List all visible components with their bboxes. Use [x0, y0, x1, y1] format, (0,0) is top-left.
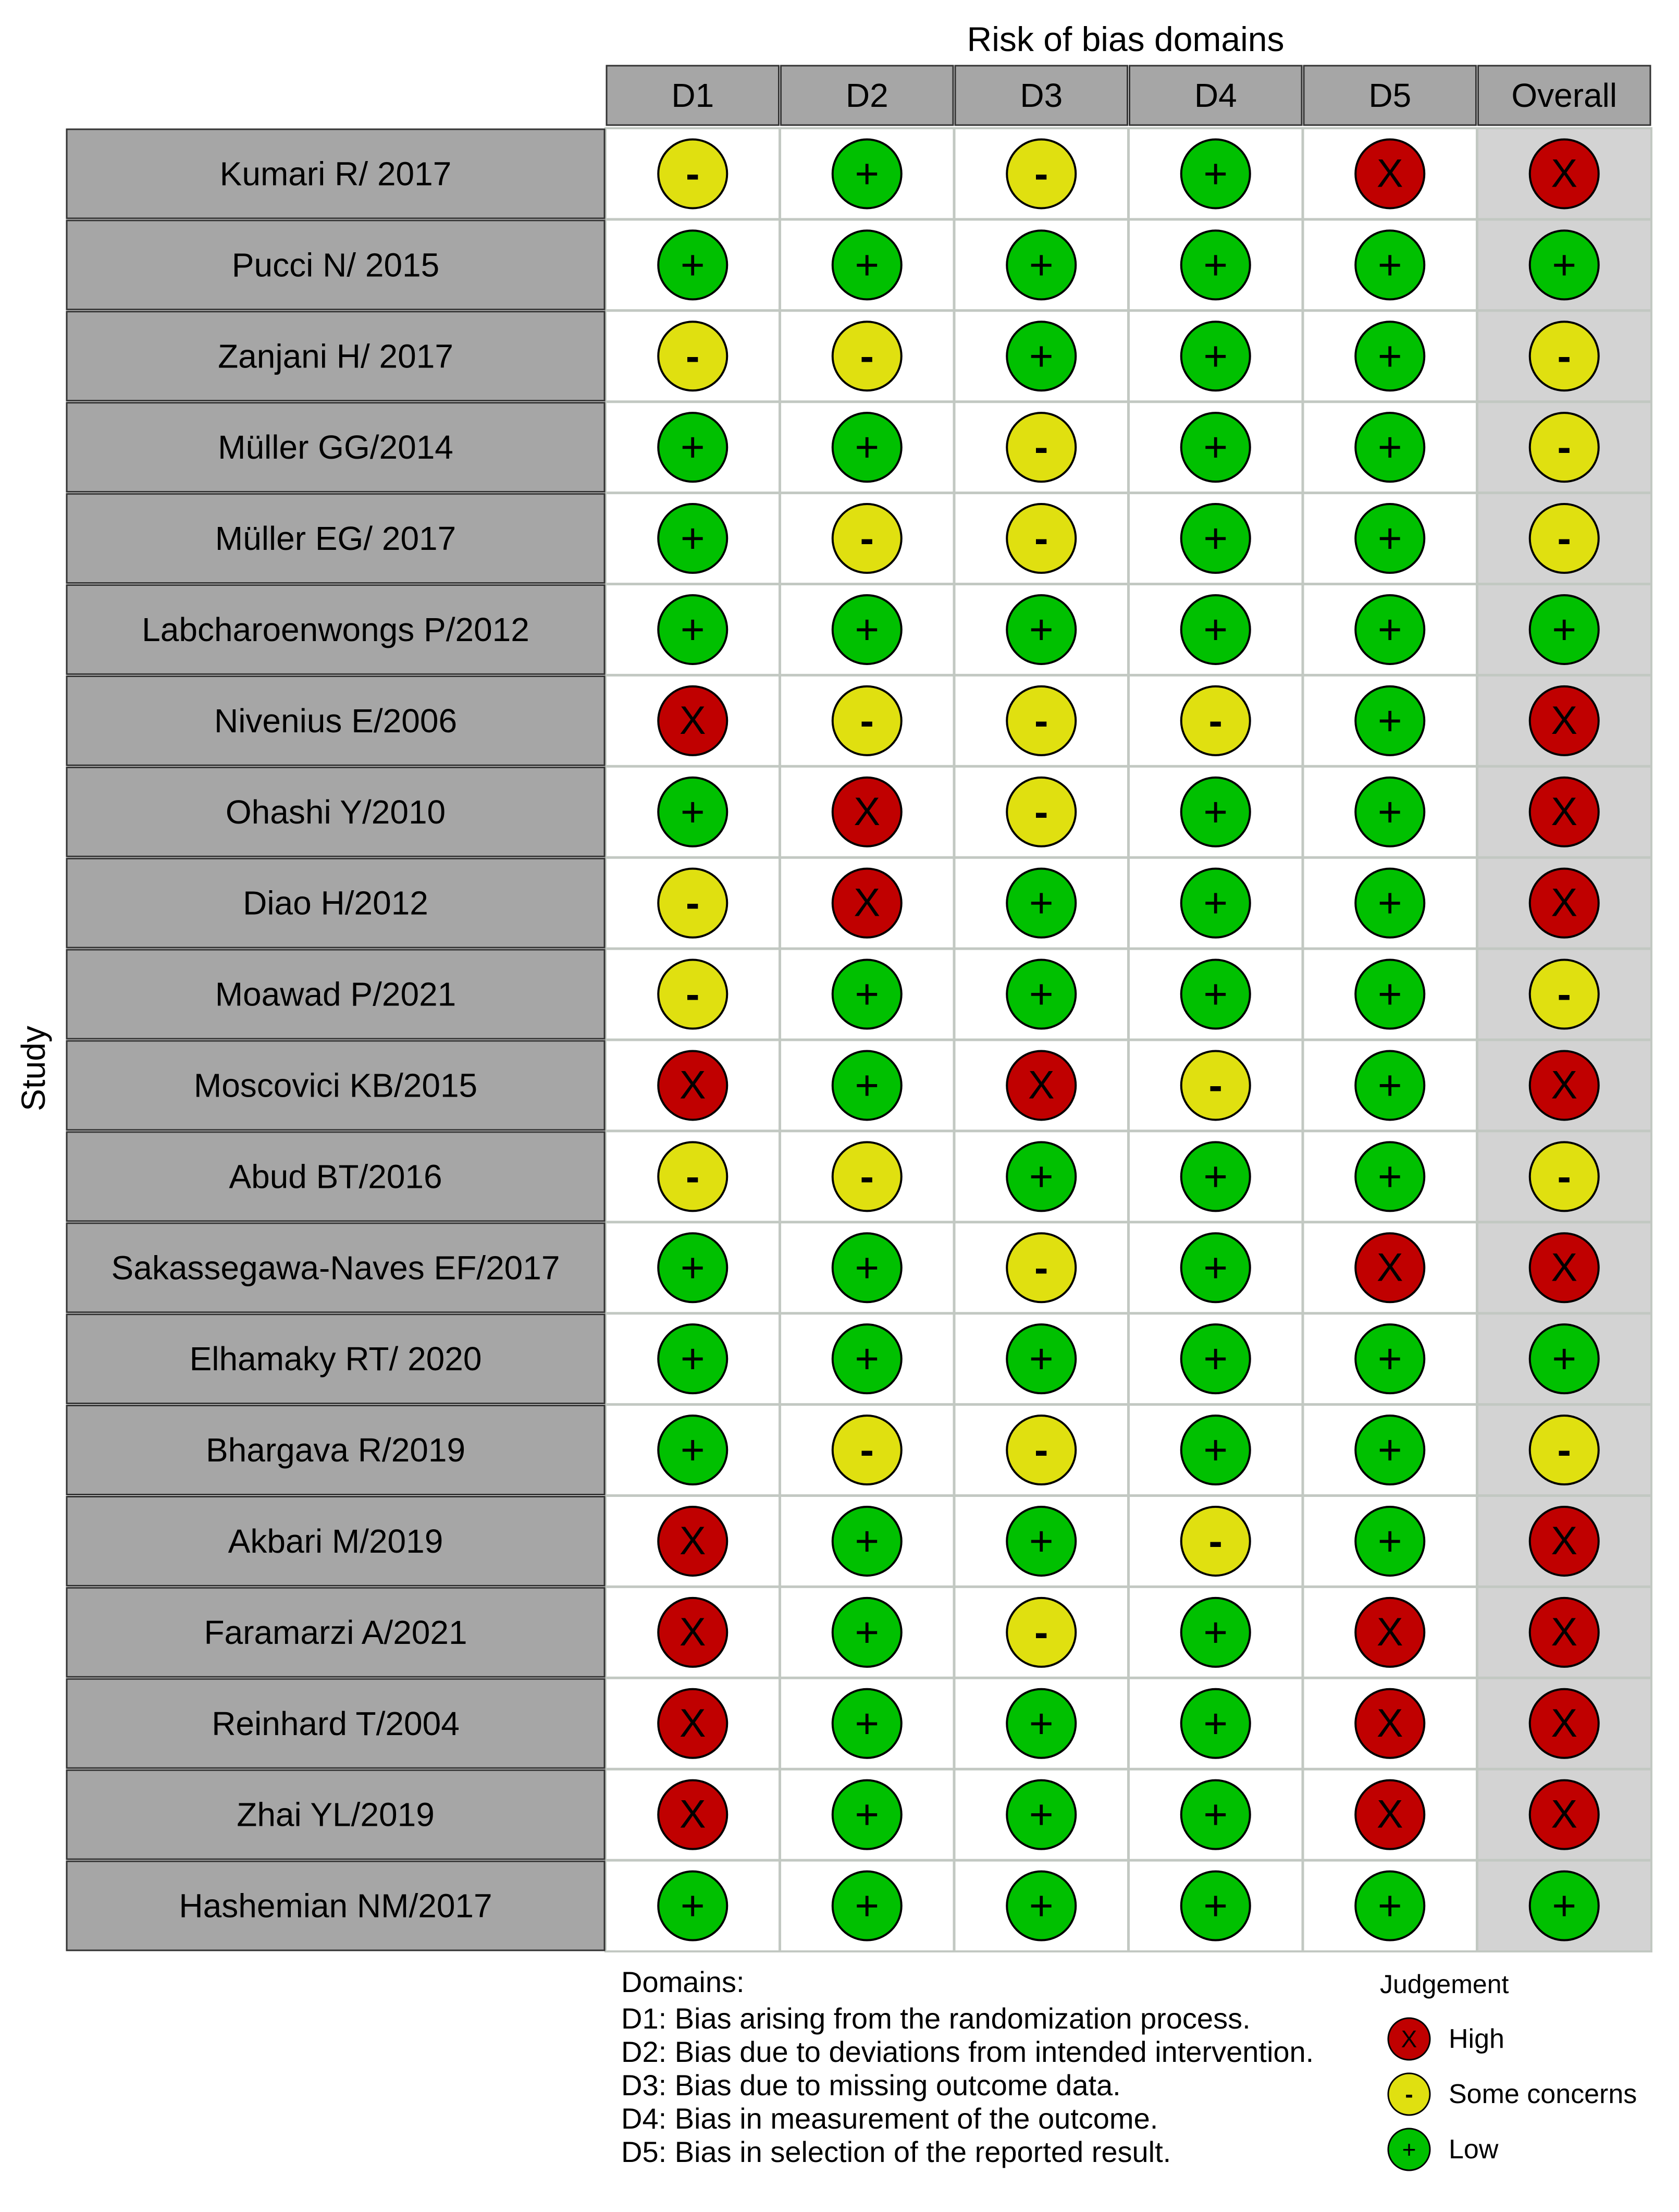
judgement-symbol: +: [1029, 1882, 1054, 1929]
judgement-symbol: +: [1203, 788, 1228, 835]
judgement-symbol: -: [1557, 1427, 1572, 1473]
judgement-mark-muller-gg-2014-d5: [1355, 413, 1424, 482]
study-label: Faramarzi A/2021: [204, 1613, 467, 1651]
study-label: Akbari M/2019: [228, 1522, 443, 1560]
judgement-mark-moscovici-kb-2015-d3: [1007, 1051, 1076, 1120]
judgement-symbol: +: [1203, 879, 1228, 926]
judgement-symbol: +: [1377, 879, 1402, 926]
judgement-symbol: +: [1377, 1062, 1402, 1109]
cell-gridlines: [606, 128, 1651, 1951]
column-header-d3: D3: [1020, 77, 1063, 114]
judgement-legend: [1380, 1970, 1637, 2170]
judgement-mark-pucci-n-2015-d5: [1355, 230, 1424, 299]
judgement-mark-zanjani-h-2017-overall: [1530, 322, 1599, 390]
judgement-symbol: -: [685, 1153, 700, 1200]
judgement-symbol: +: [1029, 879, 1054, 926]
study-label: Labcharoenwongs P/2012: [142, 610, 529, 648]
judgement-symbol: X: [679, 1792, 706, 1837]
judgement-symbol: +: [1029, 1700, 1054, 1747]
judgement-mark-nivenius-e-2006-d5: [1355, 686, 1424, 755]
judgement-symbol: -: [1034, 788, 1048, 835]
judgement-symbol: -: [685, 333, 700, 379]
judgement-mark-bhargava-r-2019-d1: [658, 1416, 727, 1484]
judgement-symbol: X: [679, 1063, 706, 1108]
judgement-mark-ohashi-y-2010-d2: [833, 778, 902, 846]
judgement-mark-kumari-r-2017-d1: [658, 139, 727, 208]
judgement-mark-diao-h-2012-overall: [1530, 869, 1599, 938]
judgement-mark-faramarzi-a-2021-d2: [833, 1598, 902, 1667]
judgement-symbol: -: [1034, 150, 1048, 197]
judgement-symbol: +: [1377, 697, 1402, 744]
judgement-mark-reinhard-t-2004-d4: [1181, 1689, 1250, 1758]
judgement-symbol: -: [860, 333, 874, 379]
judgement-mark-diao-h-2012-d2: [833, 869, 902, 938]
judgement-mark-sakassegawa-naves-ef-2017-d5: [1355, 1233, 1424, 1302]
judgement-mark-ohashi-y-2010-d5: [1355, 778, 1424, 846]
judgement-symbol: +: [855, 1244, 880, 1291]
judgement-symbol: X: [854, 789, 881, 834]
legend-title: Judgement: [1380, 1970, 1509, 1999]
judgement-symbol: +: [1203, 333, 1228, 379]
judgement-symbol: +: [855, 1791, 880, 1838]
judgement-symbol: +: [1552, 606, 1577, 653]
legend-label: Some concerns: [1449, 2079, 1637, 2109]
judgement-symbol: X: [1551, 1609, 1578, 1654]
judgement-symbol: -: [1557, 333, 1572, 379]
judgement-mark-akbari-m-2019-d2: [833, 1507, 902, 1576]
judgement-symbol: +: [855, 1700, 880, 1747]
judgement-symbol: +: [1029, 1153, 1054, 1200]
judgement-mark-diao-h-2012-d1: [658, 869, 727, 938]
study-label: Nivenius E/2006: [214, 702, 458, 740]
judgement-symbol: +: [1377, 970, 1402, 1017]
judgement-mark-bhargava-r-2019-d3: [1007, 1416, 1076, 1484]
judgement-symbol: +: [680, 1882, 705, 1929]
judgement-symbol: +: [1029, 241, 1054, 288]
judgement-mark-diao-h-2012-d4: [1181, 869, 1250, 938]
judgement-mark-abud-bt-2016-d1: [658, 1142, 727, 1211]
judgement-mark-pucci-n-2015-d4: [1181, 230, 1250, 299]
judgement-symbol: +: [855, 1335, 880, 1382]
judgement-mark-ohashi-y-2010-d3: [1007, 778, 1076, 846]
judgement-mark-labcharoenwongs-p-2012-d3: [1007, 595, 1076, 664]
judgement-mark-moscovici-kb-2015-d2: [833, 1051, 902, 1120]
judgement-symbol: +: [855, 606, 880, 653]
judgement-symbol: -: [1557, 1153, 1572, 1200]
judgement-mark-nivenius-e-2006-d1: [658, 686, 727, 755]
judgement-symbol: +: [1552, 241, 1577, 288]
judgement-symbol: +: [1377, 241, 1402, 288]
judgement-symbol: +: [1203, 241, 1228, 288]
judgement-mark-muller-eg-2017-d3: [1007, 504, 1076, 573]
judgement-mark-labcharoenwongs-p-2012-d1: [658, 595, 727, 664]
judgement-mark-labcharoenwongs-p-2012-d2: [833, 595, 902, 664]
judgement-symbol: -: [860, 697, 874, 744]
judgement-mark-pucci-n-2015-overall: [1530, 230, 1599, 299]
legend-symbol: +: [1402, 2136, 1416, 2163]
column-header-overall: Overall: [1511, 77, 1618, 114]
judgement-mark-hashemian-nm-2017-d5: [1355, 1872, 1424, 1940]
judgement-mark-reinhard-t-2004-d5: [1355, 1689, 1424, 1758]
judgement-symbol: +: [1203, 1882, 1228, 1929]
judgement-symbol: +: [1029, 1517, 1054, 1564]
judgement-symbol: +: [1377, 333, 1402, 379]
judgement-symbol: +: [855, 1517, 880, 1564]
judgement-mark-akbari-m-2019-d4: [1181, 1507, 1250, 1576]
domains-key: [621, 1965, 1314, 2168]
judgement-mark-akbari-m-2019-d5: [1355, 1507, 1424, 1576]
judgement-symbol: +: [1377, 1335, 1402, 1382]
judgement-mark-reinhard-t-2004-d1: [658, 1689, 727, 1758]
judgement-mark-pucci-n-2015-d1: [658, 230, 727, 299]
judgement-symbol: +: [1203, 1791, 1228, 1838]
judgement-mark-nivenius-e-2006-d3: [1007, 686, 1076, 755]
judgement-symbol: +: [855, 1062, 880, 1109]
judgement-symbol: X: [1551, 1063, 1578, 1108]
judgement-mark-sakassegawa-naves-ef-2017-d2: [833, 1233, 902, 1302]
judgement-mark-moscovici-kb-2015-overall: [1530, 1051, 1599, 1120]
judgement-symbol: +: [680, 515, 705, 562]
judgement-symbol: +: [1203, 1244, 1228, 1291]
judgement-symbol: -: [1034, 1608, 1048, 1655]
judgement-symbol: X: [1551, 1792, 1578, 1837]
judgement-symbol: +: [1029, 1791, 1054, 1838]
column-header-d4: D4: [1194, 77, 1237, 114]
column-header-d1: D1: [671, 77, 714, 114]
judgement-mark-bhargava-r-2019-d5: [1355, 1416, 1424, 1484]
judgement-symbol: X: [679, 698, 706, 743]
judgement-symbol: -: [1208, 1517, 1223, 1564]
judgement-mark-sakassegawa-naves-ef-2017-d4: [1181, 1233, 1250, 1302]
domains-title: Domains:: [621, 1965, 745, 1998]
judgement-symbol: +: [1029, 606, 1054, 653]
judgement-mark-pucci-n-2015-d2: [833, 230, 902, 299]
judgement-symbol: +: [1377, 1517, 1402, 1564]
judgement-mark-kumari-r-2017-d3: [1007, 139, 1076, 208]
judgement-mark-zanjani-h-2017-d2: [833, 322, 902, 390]
judgement-symbol: +: [1029, 1335, 1054, 1382]
judgement-mark-abud-bt-2016-d5: [1355, 1142, 1424, 1211]
judgement-symbol: -: [685, 150, 700, 197]
judgement-mark-zanjani-h-2017-d4: [1181, 322, 1250, 390]
legend-item-some-concerns: [1388, 2073, 1637, 2115]
judgement-mark-kumari-r-2017-d2: [833, 139, 902, 208]
judgement-symbol: X: [679, 1701, 706, 1746]
judgement-symbol: X: [1551, 1701, 1578, 1746]
judgement-mark-hashemian-nm-2017-d3: [1007, 1872, 1076, 1940]
judgement-mark-elhamaky-rt-2020-d5: [1355, 1324, 1424, 1393]
domain-description: D2: Bias due to deviations from intended intervention.: [621, 2035, 1314, 2068]
study-label: Zhai YL/2019: [237, 1796, 435, 1834]
judgement-symbol: X: [679, 1609, 706, 1654]
judgement-mark-abud-bt-2016-overall: [1530, 1142, 1599, 1211]
judgement-mark-muller-gg-2014-d3: [1007, 413, 1076, 482]
judgement-mark-muller-gg-2014-d2: [833, 413, 902, 482]
study-label: Moscovici KB/2015: [193, 1066, 478, 1104]
judgement-mark-faramarzi-a-2021-d1: [658, 1598, 727, 1667]
legend-item-high: [1388, 2018, 1504, 2060]
judgement-symbol: +: [1203, 1608, 1228, 1655]
judgement-mark-moscovici-kb-2015-d5: [1355, 1051, 1424, 1120]
y-axis-label: Study: [15, 1026, 52, 1111]
judgement-symbol: +: [1377, 788, 1402, 835]
legend-symbol: -: [1405, 2081, 1413, 2108]
judgement-symbol: X: [1376, 1701, 1403, 1746]
judgement-mark-hashemian-nm-2017-overall: [1530, 1872, 1599, 1940]
judgement-mark-elhamaky-rt-2020-d2: [833, 1324, 902, 1393]
judgement-mark-akbari-m-2019-d1: [658, 1507, 727, 1576]
judgement-symbol: +: [1377, 1882, 1402, 1929]
judgement-mark-abud-bt-2016-d3: [1007, 1142, 1076, 1211]
study-label: Pucci N/ 2015: [231, 246, 440, 284]
judgement-symbol: -: [1034, 515, 1048, 562]
judgement-symbol: X: [1376, 1792, 1403, 1837]
judgement-symbol: X: [1551, 789, 1578, 834]
judgement-mark-reinhard-t-2004-overall: [1530, 1689, 1599, 1758]
legend-label: Low: [1449, 2134, 1499, 2165]
judgement-mark-zhai-yl-2019-d5: [1355, 1780, 1424, 1849]
judgement-mark-muller-gg-2014-d1: [658, 413, 727, 482]
judgement-symbol: +: [1203, 424, 1228, 471]
judgement-symbol: X: [854, 880, 881, 925]
judgement-mark-hashemian-nm-2017-d1: [658, 1872, 727, 1940]
judgement-symbol: +: [1203, 515, 1228, 562]
judgement-mark-diao-h-2012-d3: [1007, 869, 1076, 938]
judgement-mark-sakassegawa-naves-ef-2017-d3: [1007, 1233, 1076, 1302]
judgement-symbol: +: [1377, 1427, 1402, 1473]
judgement-mark-labcharoenwongs-p-2012-overall: [1530, 595, 1599, 664]
judgement-symbol: +: [1377, 606, 1402, 653]
judgement-mark-faramarzi-a-2021-d5: [1355, 1598, 1424, 1667]
judgement-mark-moscovici-kb-2015-d4: [1181, 1051, 1250, 1120]
judgement-symbol: -: [860, 1153, 874, 1200]
judgement-mark-labcharoenwongs-p-2012-d4: [1181, 595, 1250, 664]
judgement-mark-elhamaky-rt-2020-d1: [658, 1324, 727, 1393]
judgement-mark-moawad-p-2021-d4: [1181, 960, 1250, 1029]
judgement-mark-elhamaky-rt-2020-d3: [1007, 1324, 1076, 1393]
judgement-mark-bhargava-r-2019-d4: [1181, 1416, 1250, 1484]
judgement-symbol: +: [855, 424, 880, 471]
judgement-mark-muller-eg-2017-overall: [1530, 504, 1599, 573]
judgement-mark-reinhard-t-2004-d3: [1007, 1689, 1076, 1758]
judgement-mark-moscovici-kb-2015-d1: [658, 1051, 727, 1120]
study-label: Müller GG/2014: [218, 428, 453, 466]
study-label: Sakassegawa-Naves EF/2017: [111, 1249, 560, 1287]
study-label: Reinhard T/2004: [212, 1704, 460, 1742]
judgement-mark-muller-eg-2017-d4: [1181, 504, 1250, 573]
judgement-symbol: X: [1028, 1063, 1055, 1108]
judgement-mark-zanjani-h-2017-d1: [658, 322, 727, 390]
judgement-mark-ohashi-y-2010-d4: [1181, 778, 1250, 846]
judgement-symbol: -: [860, 515, 874, 562]
domain-description: D4: Bias in measurement of the outcome.: [621, 2102, 1158, 2135]
judgement-mark-zhai-yl-2019-overall: [1530, 1780, 1599, 1849]
legend-label: High: [1449, 2024, 1504, 2054]
judgement-symbol: +: [1203, 606, 1228, 653]
judgement-symbol: +: [855, 1882, 880, 1929]
judgement-mark-muller-eg-2017-d2: [833, 504, 902, 573]
judgement-symbol: +: [855, 150, 880, 197]
judgement-mark-zhai-yl-2019-d1: [658, 1780, 727, 1849]
judgement-mark-faramarzi-a-2021-d3: [1007, 1598, 1076, 1667]
judgement-mark-muller-gg-2014-d4: [1181, 413, 1250, 482]
judgement-mark-zhai-yl-2019-d2: [833, 1780, 902, 1849]
study-label: Zanjani H/ 2017: [218, 337, 453, 375]
judgement-mark-zanjani-h-2017-d3: [1007, 322, 1076, 390]
judgement-symbol: +: [855, 970, 880, 1017]
judgement-mark-abud-bt-2016-d4: [1181, 1142, 1250, 1211]
study-label: Bhargava R/2019: [205, 1431, 466, 1469]
judgement-symbol: X: [1551, 1245, 1578, 1290]
judgement-symbol: +: [855, 241, 880, 288]
judgement-symbol: +: [680, 788, 705, 835]
judgement-symbol: -: [1557, 515, 1572, 562]
domain-description: D5: Bias in selection of the reported result.: [621, 2135, 1171, 2168]
legend-item-low: [1388, 2129, 1499, 2170]
judgement-mark-nivenius-e-2006-overall: [1530, 686, 1599, 755]
judgement-symbol: -: [685, 879, 700, 926]
study-label: Müller EG/ 2017: [215, 520, 456, 558]
judgement-symbol: +: [1029, 970, 1054, 1017]
judgement-symbol: -: [1034, 697, 1048, 744]
judgement-symbol: X: [1376, 151, 1403, 196]
judgement-mark-akbari-m-2019-overall: [1530, 1507, 1599, 1576]
judgement-symbol: +: [680, 1335, 705, 1382]
judgement-mark-hashemian-nm-2017-d4: [1181, 1872, 1250, 1940]
judgement-symbol: +: [680, 424, 705, 471]
judgement-mark-akbari-m-2019-d3: [1007, 1507, 1076, 1576]
judgement-symbol: +: [1552, 1335, 1577, 1382]
study-label: Elhamaky RT/ 2020: [189, 1340, 482, 1378]
study-label: Abud BT/2016: [229, 1158, 442, 1196]
judgement-symbol: -: [1208, 1062, 1223, 1109]
judgement-symbol: X: [1551, 1518, 1578, 1563]
judgement-symbol: +: [680, 1244, 705, 1291]
study-label: Hashemian NM/2017: [179, 1887, 492, 1925]
judgement-symbol: +: [1029, 333, 1054, 379]
study-label: Kumari R/ 2017: [219, 155, 452, 193]
judgement-mark-labcharoenwongs-p-2012-d5: [1355, 595, 1424, 664]
judgement-mark-moawad-p-2021-d2: [833, 960, 902, 1029]
judgement-mark-moawad-p-2021-d5: [1355, 960, 1424, 1029]
judgement-symbol: +: [680, 1427, 705, 1473]
judgement-mark-kumari-r-2017-d5: [1355, 139, 1424, 208]
judgement-symbol: -: [1557, 424, 1572, 471]
judgement-symbol: +: [1203, 1153, 1228, 1200]
judgement-mark-elhamaky-rt-2020-d4: [1181, 1324, 1250, 1393]
judgement-mark-nivenius-e-2006-d2: [833, 686, 902, 755]
judgement-mark-zhai-yl-2019-d3: [1007, 1780, 1076, 1849]
judgement-symbol: +: [1552, 1882, 1577, 1929]
judgement-mark-faramarzi-a-2021-d4: [1181, 1598, 1250, 1667]
judgement-symbol: +: [680, 241, 705, 288]
domain-description: D3: Bias due to missing outcome data.: [621, 2069, 1121, 2102]
judgement-symbol: +: [1203, 1427, 1228, 1473]
column-header-d5: D5: [1368, 77, 1412, 114]
judgement-mark-nivenius-e-2006-d4: [1181, 686, 1250, 755]
judgement-mark-elhamaky-rt-2020-overall: [1530, 1324, 1599, 1393]
judgement-mark-muller-eg-2017-d1: [658, 504, 727, 573]
judgement-symbol: +: [680, 606, 705, 653]
judgement-mark-kumari-r-2017-d4: [1181, 139, 1250, 208]
judgement-symbol: +: [1377, 515, 1402, 562]
judgement-mark-moawad-p-2021-d3: [1007, 960, 1076, 1029]
judgement-mark-hashemian-nm-2017-d2: [833, 1872, 902, 1940]
judgement-mark-diao-h-2012-d5: [1355, 869, 1424, 938]
judgement-mark-abud-bt-2016-d2: [833, 1142, 902, 1211]
judgement-mark-pucci-n-2015-d3: [1007, 230, 1076, 299]
judgement-symbol: -: [1034, 424, 1048, 471]
judgement-mark-kumari-r-2017-overall: [1530, 139, 1599, 208]
judgement-symbol: -: [1034, 1244, 1048, 1291]
judgement-mark-zhai-yl-2019-d4: [1181, 1780, 1250, 1849]
legend-symbol: X: [1401, 2025, 1417, 2053]
judgement-symbol: +: [855, 1608, 880, 1655]
judgement-symbol: +: [1377, 424, 1402, 471]
judgement-mark-moawad-p-2021-d1: [658, 960, 727, 1029]
judgement-symbol: X: [1551, 151, 1578, 196]
judgement-symbol: +: [1203, 150, 1228, 197]
judgement-mark-bhargava-r-2019-overall: [1530, 1416, 1599, 1484]
judgement-symbol: X: [679, 1518, 706, 1563]
judgement-mark-sakassegawa-naves-ef-2017-d1: [658, 1233, 727, 1302]
judgement-mark-muller-eg-2017-d5: [1355, 504, 1424, 573]
judgement-symbol: X: [1551, 880, 1578, 925]
judgement-symbol: X: [1376, 1609, 1403, 1654]
judgement-symbol: X: [1551, 698, 1578, 743]
judgement-mark-faramarzi-a-2021-overall: [1530, 1598, 1599, 1667]
judgement-mark-bhargava-r-2019-d2: [833, 1416, 902, 1484]
judgement-mark-moawad-p-2021-overall: [1530, 960, 1599, 1029]
chart-title: Risk of bias domains: [967, 20, 1285, 58]
judgement-symbol: -: [860, 1427, 874, 1473]
judgement-symbol: -: [1208, 697, 1223, 744]
study-label: Diao H/2012: [243, 884, 428, 922]
judgement-symbol: +: [1377, 1153, 1402, 1200]
judgement-symbol: +: [1203, 1335, 1228, 1382]
judgement-mark-zanjani-h-2017-d5: [1355, 322, 1424, 390]
judgement-mark-sakassegawa-naves-ef-2017-overall: [1530, 1233, 1599, 1302]
domain-description: D1: Bias arising from the randomization process.: [621, 2002, 1251, 2035]
judgement-mark-ohashi-y-2010-overall: [1530, 778, 1599, 846]
judgement-mark-reinhard-t-2004-d2: [833, 1689, 902, 1758]
study-labels: [67, 129, 604, 1950]
judgement-symbol: +: [1203, 970, 1228, 1017]
column-header-d2: D2: [845, 77, 888, 114]
column-headers: [607, 66, 1650, 125]
judgement-symbol: X: [1376, 1245, 1403, 1290]
study-label: Ohashi Y/2010: [225, 793, 446, 831]
judgement-mark-ohashi-y-2010-d1: [658, 778, 727, 846]
judgement-symbol: -: [1557, 970, 1572, 1017]
judgement-symbol: +: [1203, 1700, 1228, 1747]
judgement-symbol: -: [685, 970, 700, 1017]
judgement-symbol: -: [1034, 1427, 1048, 1473]
judgement-mark-muller-gg-2014-overall: [1530, 413, 1599, 482]
study-label: Moawad P/2021: [215, 975, 456, 1013]
